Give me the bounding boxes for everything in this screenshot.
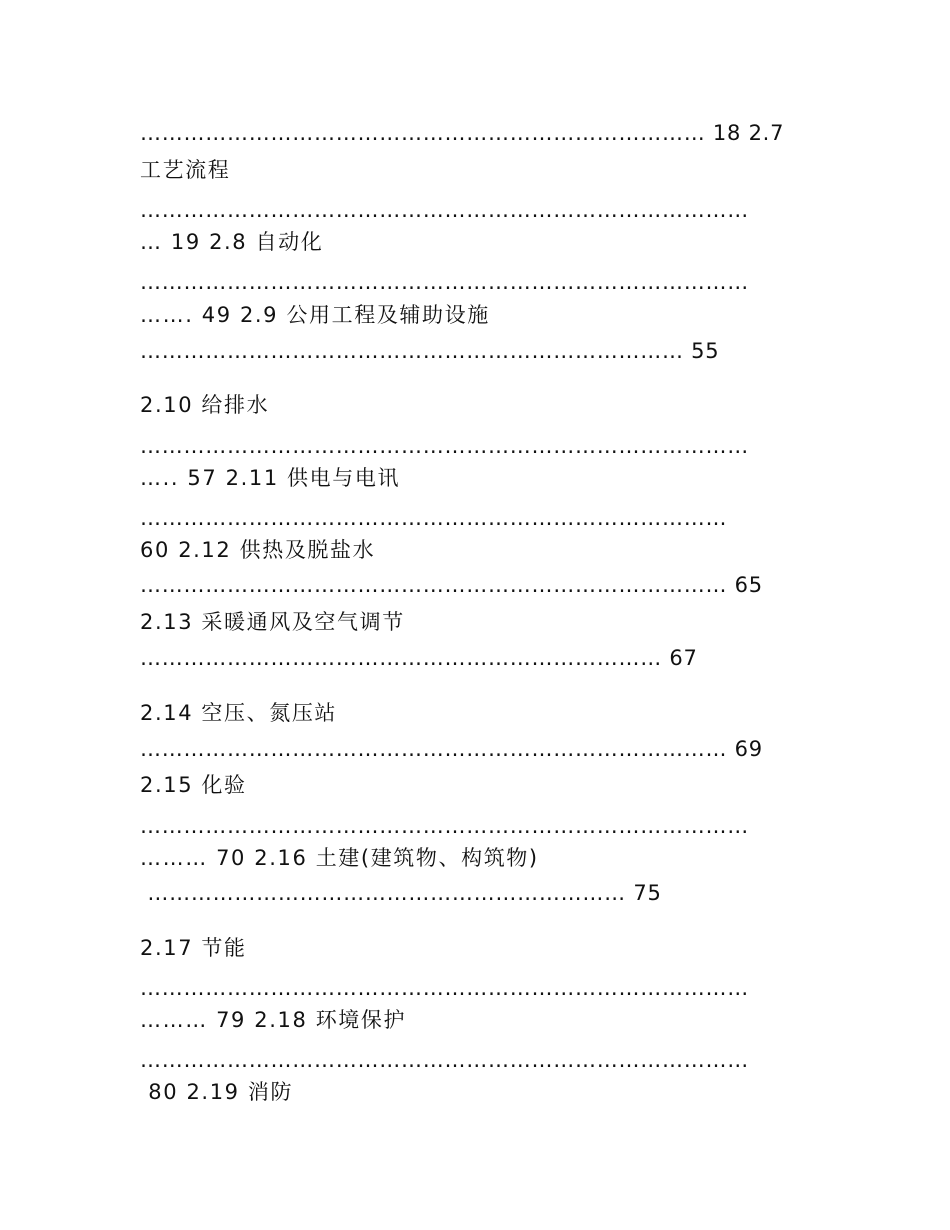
toc-line-26: 80 2.19 消防	[140, 1080, 294, 1104]
toc-line-8: 2.10 给排水	[140, 393, 270, 417]
toc-line-4: … 19 2.8 自动化	[140, 230, 324, 254]
toc-line-14: 2.13 采暖通风及空气调节	[140, 610, 405, 634]
toc-line-1: …………………………………………………………………… 18 2.7	[140, 121, 785, 145]
toc-line-15: ……………………………………………………………… 67	[140, 646, 698, 670]
toc-line-13: ……………………………………………………………………… 65	[140, 573, 763, 597]
toc-line-11: ………………………………………………………………………	[140, 506, 728, 530]
toc-line-20: ……… 70 2.16 土建(建筑物、构筑物)	[140, 846, 539, 870]
toc-line-6: ……. 49 2.9 公用工程及辅助设施	[140, 303, 490, 327]
toc-line-12: 60 2.12 供热及脱盐水	[140, 538, 376, 562]
toc-line-17: ……………………………………………………………………… 69	[140, 737, 763, 761]
toc-line-23: …………………………………………………………………………	[140, 976, 749, 1000]
toc-line-5: …………………………………………………………………………	[140, 270, 749, 294]
toc-line-19: …………………………………………………………………………	[140, 814, 749, 838]
toc-line-9: …………………………………………………………………………	[140, 434, 749, 458]
toc-line-7: ………………………………………………………………… 55	[140, 339, 720, 363]
toc-line-22: 2.17 节能	[140, 936, 247, 960]
toc-line-21: ………………………………………………………… 75	[140, 881, 662, 905]
toc-line-2: 工艺流程	[140, 158, 231, 182]
toc-line-3: …………………………………………………………………………	[140, 198, 749, 222]
toc-line-16: 2.14 空压、氮压站	[140, 701, 338, 725]
toc-line-25: …………………………………………………………………………	[140, 1048, 749, 1072]
toc-line-24: ……… 79 2.18 环境保护	[140, 1008, 407, 1032]
toc-line-18: 2.15 化验	[140, 773, 247, 797]
toc-line-10: ….. 57 2.11 供电与电讯	[140, 466, 401, 490]
